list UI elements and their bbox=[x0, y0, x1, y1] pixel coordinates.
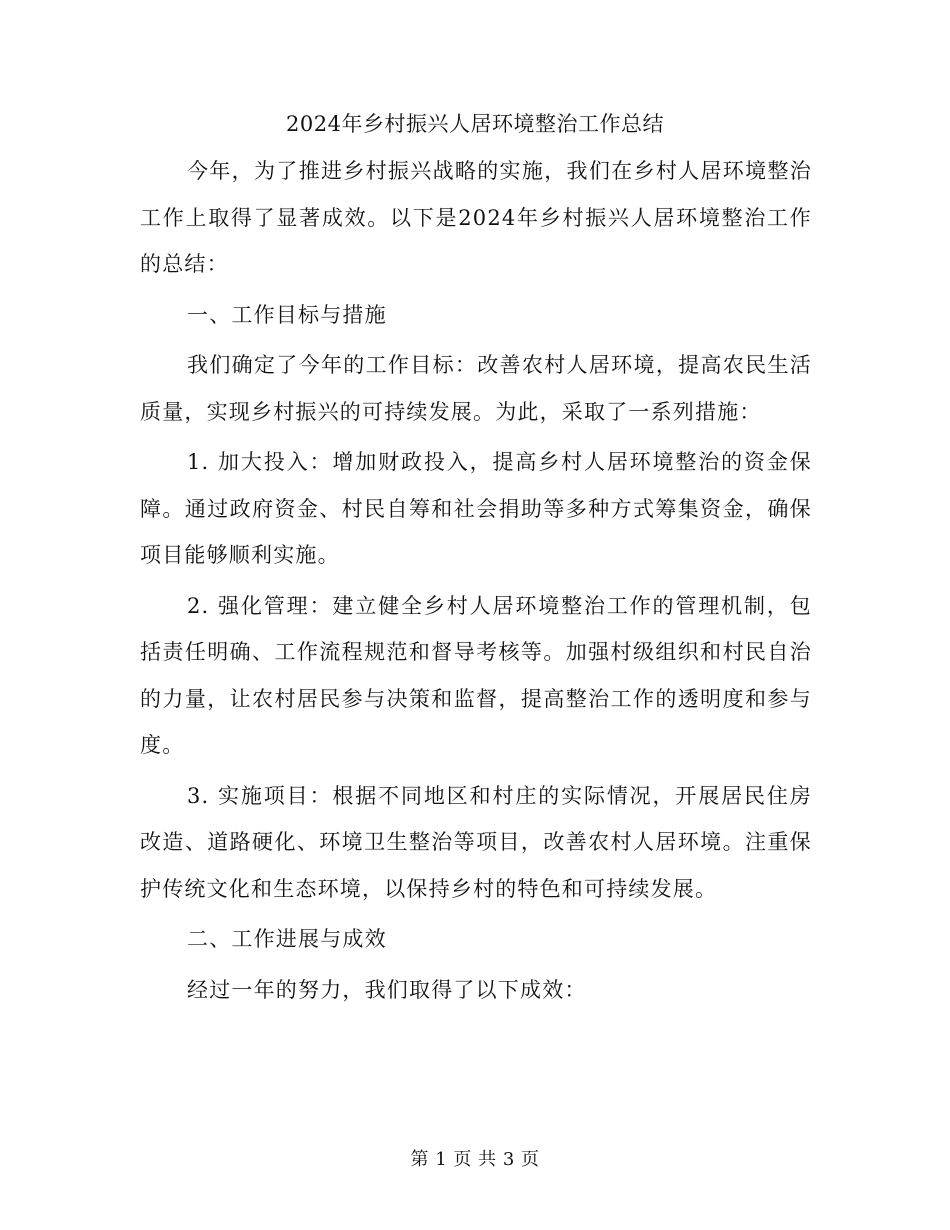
list-item-investment: 1. 加大投入：增加财政投入，提高乡村人居环境整治的资金保障。通过政府资金、村民自筹和社会捐助等多种方式筹集资金，确保项目能够顺利实施。 bbox=[140, 450, 812, 567]
page-number-footer: 第 1 页 共 3 页 bbox=[410, 1149, 540, 1170]
section-heading-progress: 二、工作进展与成效 bbox=[187, 927, 387, 951]
paragraph-intro: 今年，为了推进乡村振兴战略的实施，我们在乡村人居环境整治工作上取得了显著成效。以下是2024年乡村振兴人居环境整治工作的总结： bbox=[140, 159, 812, 276]
list-item-projects: 3. 实施项目：根据不同地区和村庄的实际情况，开展居民住房改造、道路硬化、环境卫生整治等项目，改善农村人居环境。注重保护传统文化和生态环境，以保持乡村的特色和可持续发展。 bbox=[140, 783, 812, 901]
document-body bbox=[140, 148, 812, 1017]
paragraph-goals: 我们确定了今年的工作目标：改善农村人居环境，提高农民生活质量，实现乡村振兴的可持续发展。为此，采取了一系列措施： bbox=[140, 353, 812, 424]
list-item-management: 2. 强化管理：建立健全乡村人居环境整治工作的管理机制，包括责任明确、工作流程规范和督导考核等。加强村级组织和村民自治的力量，让农村居民参与决策和监督，提高整治工作的透明度和参与度。 bbox=[140, 593, 812, 757]
paragraph-progress: 经过一年的努力，我们取得了以下成效： bbox=[187, 977, 587, 1002]
document-title: 2024年乡村振兴人居环境整治工作总结 bbox=[286, 112, 664, 136]
section-heading-goals: 一、工作目标与措施 bbox=[187, 302, 387, 327]
